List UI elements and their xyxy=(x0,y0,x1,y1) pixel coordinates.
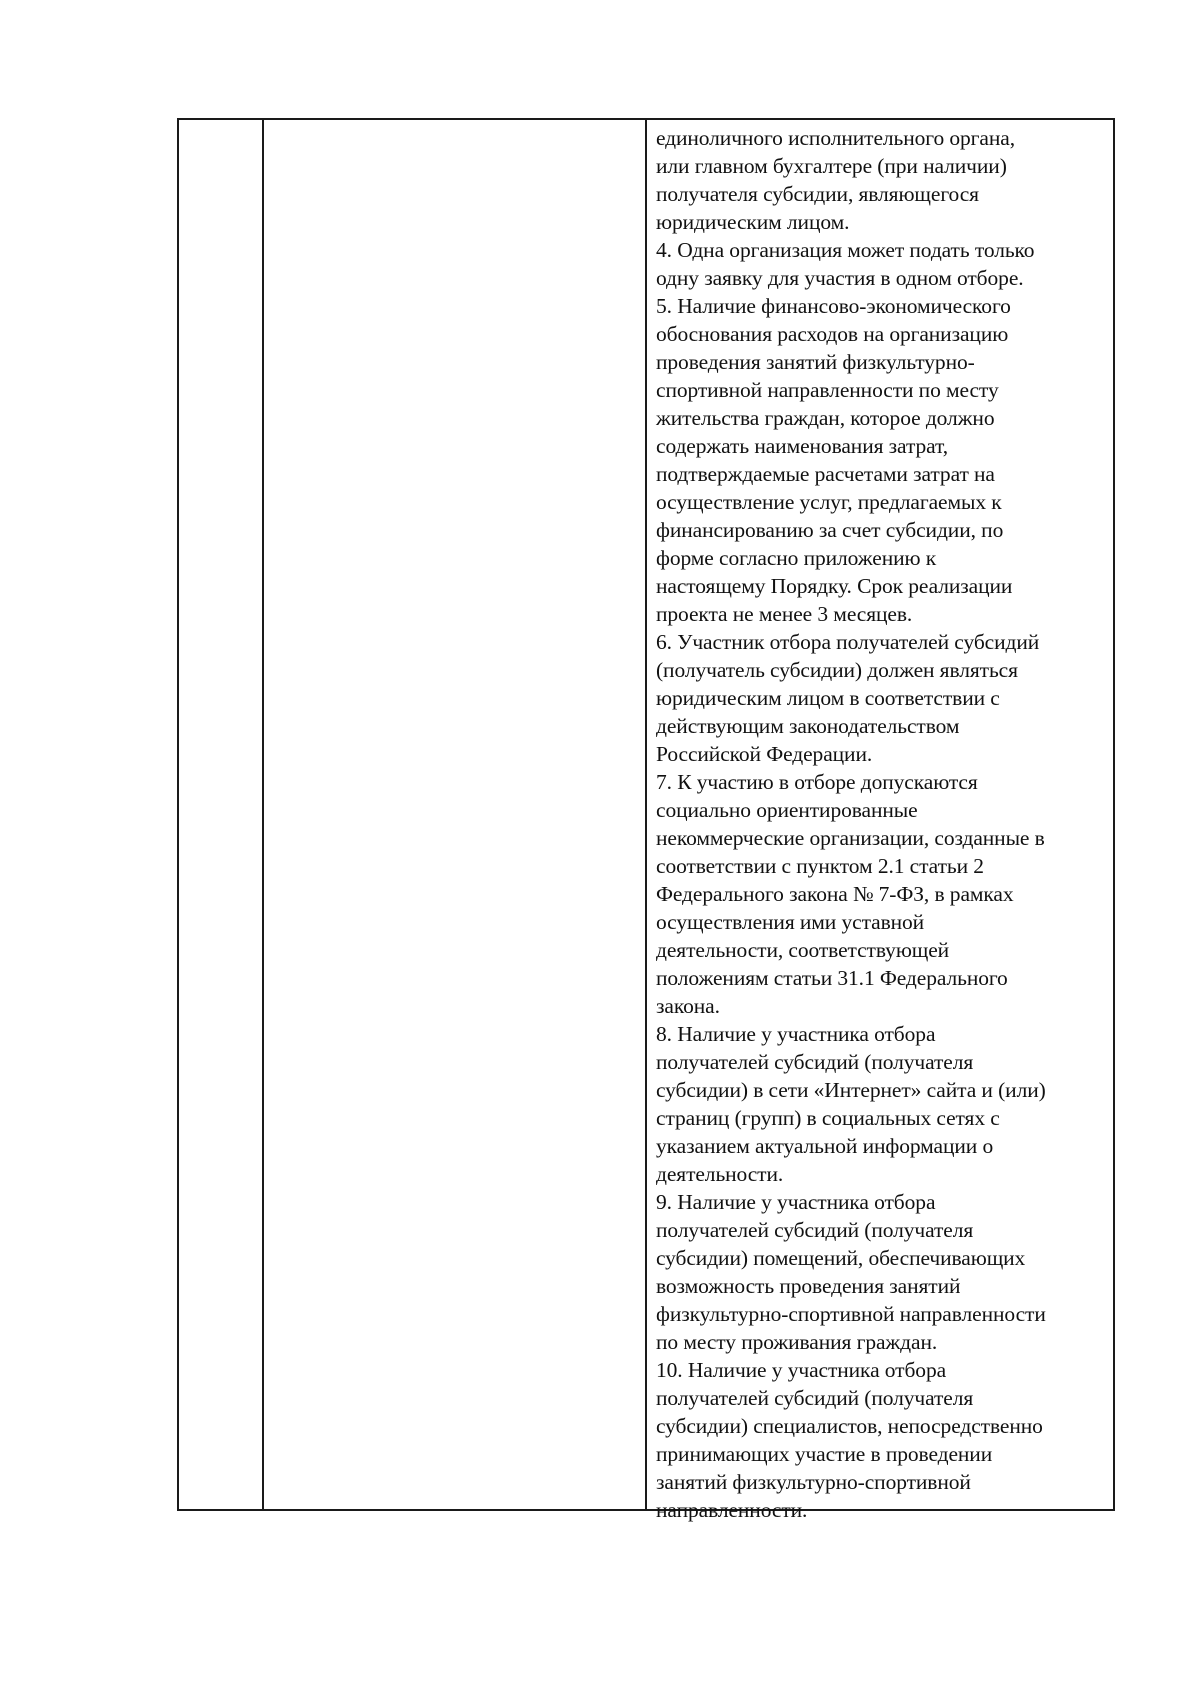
requirement-text-line: подтверждаемые расчетами затрат на xyxy=(656,462,995,486)
requirement-text-line: положениям статьи 31.1 Федерального xyxy=(656,966,1008,990)
requirement-text-line: форме согласно приложению к xyxy=(656,546,937,570)
requirement-text-line: субсидии) специалистов, непосредственно xyxy=(656,1414,1043,1438)
requirement-text-line: юридическим лицом. xyxy=(656,210,850,234)
requirement-text-line: по месту проживания граждан. xyxy=(656,1330,938,1354)
requirement-text-line: некоммерческие организации, созданные в xyxy=(656,826,1045,850)
requirement-text-line: единоличного исполнительного органа, xyxy=(656,126,1015,150)
requirement-text-line: проведения занятий физкультурно- xyxy=(656,350,975,374)
requirement-text-line: возможность проведения занятий xyxy=(656,1274,961,1298)
requirement-text-line: 7. К участию в отборе допускаются xyxy=(656,770,978,794)
requirement-text-line: получателей субсидий (получателя xyxy=(656,1218,974,1242)
requirement-text-line: страниц (групп) в социальных сетях с xyxy=(656,1106,1000,1130)
table-cell-name xyxy=(264,120,647,1509)
requirement-text-line: деятельности, соответствующей xyxy=(656,938,950,962)
requirement-text-line: 10. Наличие у участника отбора xyxy=(656,1358,947,1382)
requirement-text-line: 5. Наличие финансово-экономического xyxy=(656,294,1011,318)
requirement-text-line: 6. Участник отбора получателей субсидий xyxy=(656,630,1040,654)
requirement-text-line: субсидии) в сети «Интернет» сайта и (или) xyxy=(656,1078,1046,1102)
requirement-text-line: соответствии с пунктом 2.1 статьи 2 xyxy=(656,854,984,878)
requirement-text-line: финансированию за счет субсидии, по xyxy=(656,518,1004,542)
requirement-text-line: проекта не менее 3 месяцев. xyxy=(656,602,913,626)
document-table xyxy=(177,118,1115,1522)
requirement-text-line: действующим законодательством xyxy=(656,714,960,738)
table-cell-number xyxy=(179,120,264,1509)
requirement-text-line: Федерального закона № 7-ФЗ, в рамках xyxy=(656,882,1014,906)
requirement-text-line: принимающих участие в проведении xyxy=(656,1442,993,1466)
requirement-text-line: спортивной направленности по месту xyxy=(656,378,999,402)
table-cell-requirements xyxy=(647,120,1113,1522)
requirement-text-line: занятий физкультурно-спортивной xyxy=(656,1470,971,1494)
requirement-text-line: или главном бухгалтере (при наличии) xyxy=(656,154,1007,178)
requirement-text-line: настоящему Порядку. Срок реализации xyxy=(656,574,1013,598)
requirement-text-line: осуществления ими уставной xyxy=(656,910,925,934)
requirement-text-line: содержать наименования затрат, xyxy=(656,434,948,458)
requirement-text-line: получателя субсидии, являющегося xyxy=(656,182,979,206)
requirement-text-line: 4. Одна организация может подать только xyxy=(656,238,1035,262)
requirement-text-line: жительства граждан, которое должно xyxy=(656,406,995,430)
requirement-text-line: получателей субсидий (получателя xyxy=(656,1386,974,1410)
requirement-text-line: социально ориентированные xyxy=(656,798,918,822)
requirement-text-line: 9. Наличие у участника отбора xyxy=(656,1190,936,1214)
requirement-text-line: одну заявку для участия в одном отборе. xyxy=(656,266,1024,290)
requirement-text-line: закона. xyxy=(656,994,720,1018)
requirement-text-line: 8. Наличие у участника отбора xyxy=(656,1022,936,1046)
requirement-text-line: получателей субсидий (получателя xyxy=(656,1050,974,1074)
requirement-text-line: указанием актуальной информации о xyxy=(656,1134,994,1158)
requirement-text-line: (получатель субсидии) должен являться xyxy=(656,658,1018,682)
requirement-text-line: Российской Федерации. xyxy=(656,742,873,766)
requirement-text-line: обоснования расходов на организацию xyxy=(656,322,1009,346)
requirement-text-line: физкультурно-спортивной направленности xyxy=(656,1302,1046,1326)
requirement-text-line: направленности. xyxy=(656,1498,808,1522)
requirement-text-line: деятельности. xyxy=(656,1162,784,1186)
requirement-text-line: юридическим лицом в соответствии с xyxy=(656,686,1000,710)
requirement-text-line: осуществление услуг, предлагаемых к xyxy=(656,490,1002,514)
requirement-text-line: субсидии) помещений, обеспечивающих xyxy=(656,1246,1026,1270)
